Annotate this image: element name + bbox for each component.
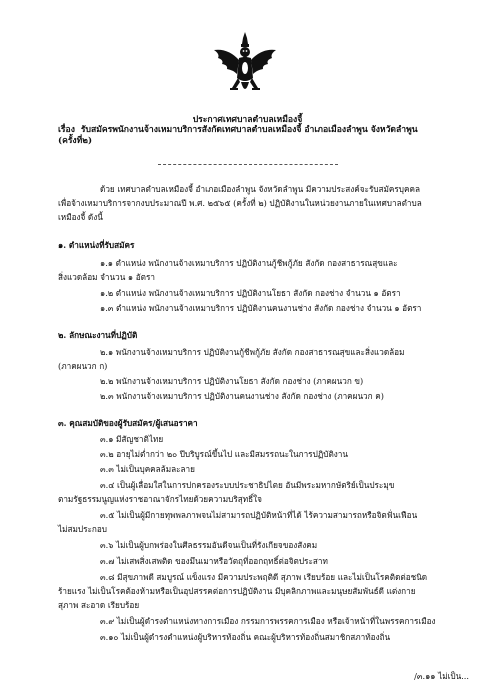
- section-3-item: ๓.๙ ไม่เป็นผู้ดำรงตำแหน่งทางการเมือง กรรมการพรรคการเมือง หรือเจ้าหน้าที่ในพรรคการเมือง: [100, 616, 436, 626]
- intro-line-3: เหมืองจี้ ดังนี้: [58, 212, 103, 222]
- section-2-item: ๒.๒ พนักงานจ้างเหมาบริการ ปฏิบัติงานโยธา สังกัด กองช่าง (ภาคผนวก ข): [100, 376, 364, 386]
- subject-line-1: รับสมัครพนักงานจ้างเหมาบริการสังกัดเทศบาลตำบลเหมืองจี้ อำเภอเมืองลำพูน จังหวัดลำพูน: [80, 125, 418, 135]
- section-3-item: สุภาพ สะอาด เรียบร้อย: [58, 600, 140, 610]
- section-3-item: ๓.๖ ไม่เป็นผู้บกพร่องในศีลธรรมอันดีจนเป็นที่รังเกียจของสังคม: [100, 540, 318, 550]
- section-3-item: ๓.๕ ไม่เป็นผู้มีกายทุพพลภาพจนไม่สามารถปฏิบัติหน้าที่ได้ ไร้ความสามารถหรือจิตฟั่นเฟือน: [100, 510, 418, 520]
- section-1-item: ๑.๑ ตำแหน่ง พนักงานจ้างเหมาบริการ ปฏิบัติงานกู้ชีพกู้ภัย สังกัด กองสาธารณสุขและ: [100, 258, 398, 268]
- section-1-item: ๑.๓ ตำแหน่ง พนักงานจ้างเหมาบริการ ปฏิบัติงานคนงานช่าง สังกัด กองช่าง จำนวน ๑ อัตรา: [100, 303, 422, 313]
- section-3-item: ๓.๗ ไม่เสพสิ่งเสพติด ของมึนเมาหรือวัตถุที่ออกฤทธิ์ต่อจิตประสาท: [100, 556, 328, 566]
- section-3-item: ร้ายแรง ไม่เป็นโรคต้องห้ามหรือเป็นอุปสรรคต่อการปฏิบัติงาน มีบุคลิกภาพและมนุษยสัมพันธ์ดี แต่งกาย: [58, 586, 416, 596]
- section-2-item: ๒.๑ พนักงานจ้างเหมาบริการ ปฏิบัติงานกู้ชีพกู้ภัย สังกัด กองสาธารณสุขและสิ่งแวดล้อม: [100, 347, 405, 357]
- section-3-item: ๓.๑๐ ไม่เป็นผู้ดำรงตำแหน่งผู้บริหารท้องถิ่น คณะผู้บริหารท้องถิ่นสมาชิกสภาท้องถิ่น: [100, 632, 391, 642]
- document-subject: [58, 125, 468, 147]
- continued-marker: /๓.๑๑ ไม่เป็น...: [414, 671, 469, 681]
- section-2-item: ๒.๓ พนักงานจ้างเหมาบริการ ปฏิบัติงานคนงานช่าง สังกัด กองช่าง (ภาคผนวก ค): [100, 391, 384, 401]
- section-3-item: ๓.๓ ไม่เป็นบุคคลล้มละลาย: [100, 464, 195, 474]
- section-3-heading: ๓. คุณสมบัติของผู้รับสมัคร/ผู้เสนอราคา: [58, 418, 198, 428]
- intro-line-1: ด้วย เทศบาลตำบลเหมืองจี้ อำเภอเมืองลำพูน จังหวัดลำพูน มีความประสงค์จะรับสมัครบุคคล: [100, 184, 420, 194]
- section-1-item: สิ่งแวดล้อม จำนวน ๑ อัตรา: [58, 272, 155, 282]
- section-3-item: ตามรัฐธรรมนูญแห่งราชอาณาจักรไทยด้วยความบริสุทธิ์ใจ: [58, 494, 262, 504]
- section-3-item: ๓.๒ อายุไม่ต่ำกว่า ๒๐ ปีบริบูรณ์ขึ้นไป และมีสมรรถนะในการปฏิบัติงาน: [100, 449, 348, 459]
- section-3-item: ๓.๘ มีสุขภาพดี สมบูรณ์ แข็งแรง มีความประพฤติดี สุภาพ เรียบร้อย และไม่เป็นโรคติดต่อชนิด: [100, 572, 428, 582]
- section-3-item: ไม่สมประกอบ: [58, 524, 107, 534]
- subject-line-2: (ครั้งที่๒): [58, 136, 93, 146]
- divider: [158, 164, 338, 165]
- subject-label: เรื่อง: [58, 125, 75, 135]
- garuda-emblem-icon: [210, 30, 280, 100]
- section-1-item: ๑.๒ ตำแหน่ง พนักงานจ้างเหมาบริการ ปฏิบัติงานโยธา สังกัด กองช่าง จำนวน ๑ อัตรา: [100, 288, 401, 298]
- section-3-item: ๓.๔ เป็นผู้เลื่อมใสในการปกครองระบบประชาธิปไตย อันมีพระมหากษัตริย์เป็นประมุข: [100, 480, 395, 490]
- intro-line-2: เพื่อจ้างเหมาบริการจากงบประมาณปี พ.ศ. ๒๕๖๕ (ครั้งที่ ๒) ปฏิบัติงานในหน่วยงานภายในเทศบาลตำบล: [58, 198, 422, 208]
- section-3-item: ๓.๑ มีสัญชาติไทย: [100, 434, 164, 444]
- section-2-item: (ภาคผนวก ก): [58, 361, 108, 371]
- section-2-heading: ๒. ลักษณะงานที่ปฏิบัติ: [58, 330, 138, 340]
- section-1-heading: ๑. ตำแหน่งที่รับสมัคร: [58, 240, 135, 250]
- document-title: ประกาศเทศบาลตำบลเหมืองจี้: [192, 115, 303, 125]
